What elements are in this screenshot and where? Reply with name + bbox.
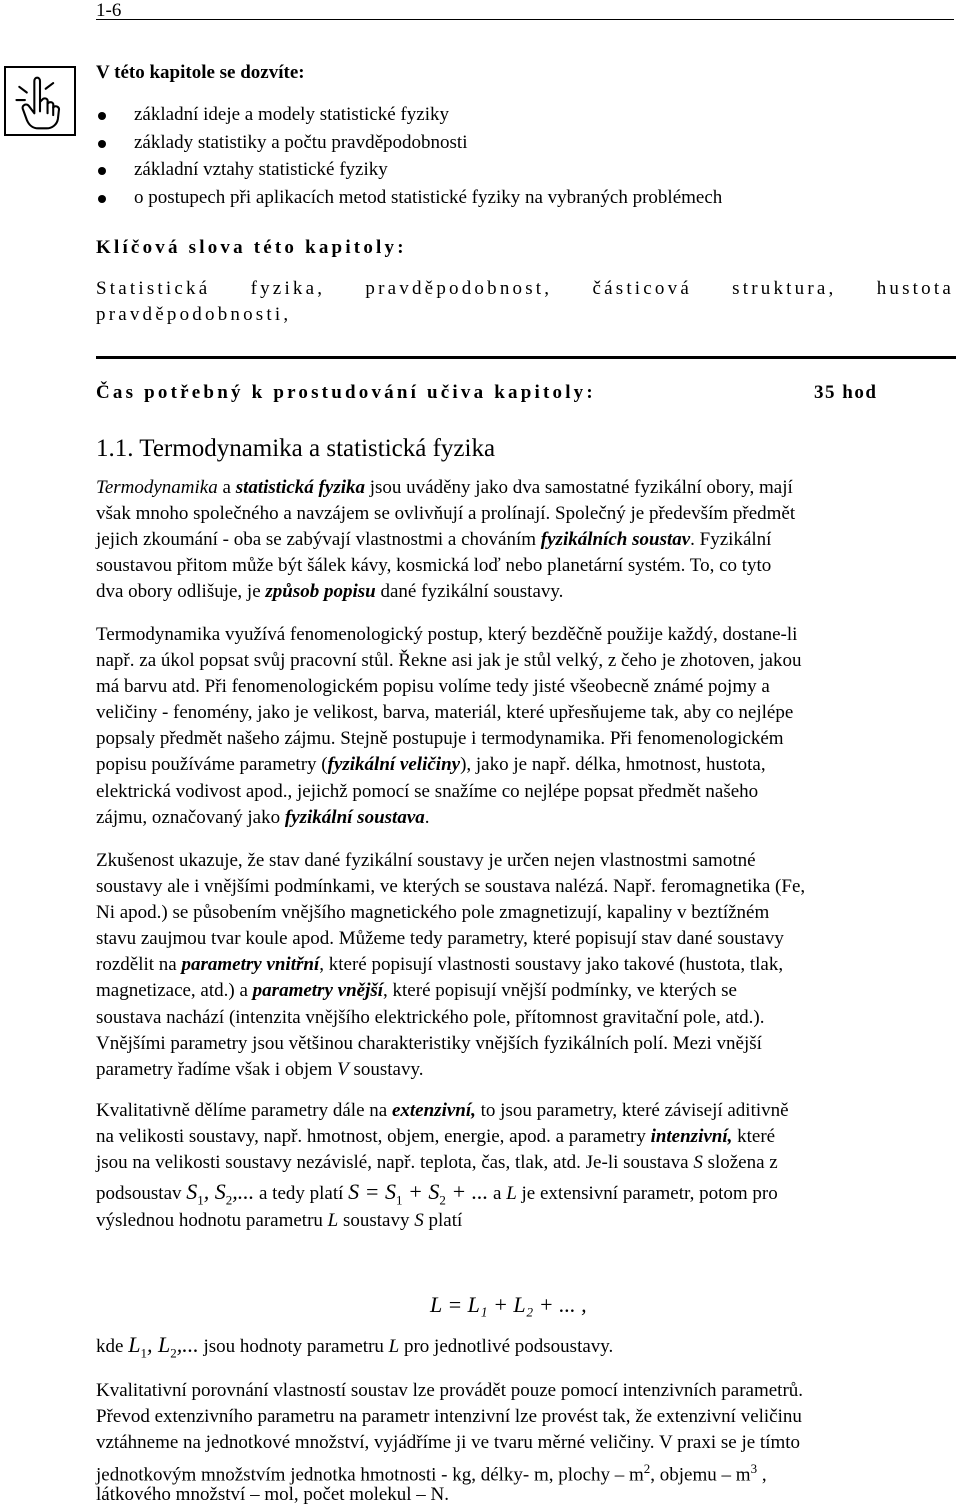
pointing-hand-icon xyxy=(4,66,76,136)
list-item: základní vztahy statistické fyziky xyxy=(96,156,936,184)
paragraph-2: Termodynamika využívá fenomenologický postup, který bezděčně použije každý, dostane-li např. za úkol popsat svůj pracovní stůl. Řekne asi jak je stůl velký, z čeho je zhotoven, jakou má barvu atd. Při fenomenologickém popisu volíme tedy jisté všeobecně známé pojmy a veličiny - fenomény, jako je velikost, barva, materiál, které upřesňujeme tak, aby co nejlépe popsaly předmět našeho zájmu. Stejně postupuje i termodynamika. Při fenomenologickém popisu používáme parametry (fyzikální veličiny), jako je např. délka, hmotnost, hustota, elektrická vodivost apod., jejichž pomocí se snažíme co nejlépe popsat předmět našeho zájmu, označovaný jako fyzikální soustava. xyxy=(96,624,802,828)
bullet-icon xyxy=(98,140,106,148)
page-number: 1-6 xyxy=(96,0,122,21)
study-time xyxy=(96,382,896,408)
section-divider xyxy=(96,356,956,359)
paragraph-5: Kvalitativní porovnání vlastností soustav lze provádět pouze pomocí intenzivních parametrů. Převod extenzivního parametru na parametr intenzivní lze provést tak, že extenzivní veličinu vztáhneme na jednotkové množství, vyjádříme ji ve tvaru měrné veličiny. V praxi se je tímto jednotkovým množstvím jednotka hmotnosti - kg, délky- m, plochy – $m^2$, objemu – $m^3$ , látkového množství – mol, počet molekul – N. xyxy=(96,1380,804,1506)
bullet-icon xyxy=(98,112,106,120)
study-time-label: Čas potřebný k prostudování učiva kapitoly: xyxy=(96,382,596,403)
header-rule xyxy=(96,19,954,20)
list-item: základní ideje a modely statistické fyziky xyxy=(96,101,936,129)
study-time-value: 35 hod xyxy=(814,382,878,403)
paragraph-4: Kvalitativně dělíme parametry dále na extenzivní, to jsou parametry, které závisejí aditivně na velikosti soustavy, např. hmotnost, objem, energie, apod. a parametry intenzivní, které jsou na velikosti soustavy nezávislé, např. teplota, čas, tlak, atd. Je-li soustava S složena z podsoustav $S_1$, $S_2$,... a tedy platí $S = S_1 + S_2$ + ... a L je extensivní parametr, potom pro výslednou hodnotu parametru L soustavy S platí xyxy=(96,1100,789,1232)
equation: L = L₁ + L₂ + ... , xyxy=(430,1292,587,1317)
section-heading: 1.1. Termodynamika a statistická fyzika xyxy=(96,435,496,462)
bullet-icon xyxy=(98,167,106,175)
list-item: o postupech při aplikacích metod statistické fyziky na vybraných problémech xyxy=(96,184,936,212)
keywords-title: Klíčová slova této kapitoly: xyxy=(96,237,407,258)
paragraph-1: Termodynamika a statistická fyzika jsou uváděny jako dva samostatné fyzikální obory, mají však mnoho společného a navzájem se ovlivňují a prolínají. Společný je především předmět jejich zkoumání - oba se zabývají vlastnostmi a chováním fyzikálních soustav. Fyzikální soustavou přitom může být šálek kávy, kosmická loď nebo planetární systém. To, co tyto dva obory odlišuje, je způsob popisu dané fyzikální soustavy. xyxy=(96,477,796,603)
intro-title: V této kapitole se dozvíte: xyxy=(96,62,305,83)
list-item: základy statistiky a počtu pravděpodobnosti xyxy=(96,129,936,157)
bullet-icon xyxy=(98,195,106,203)
keywords-text: Statistická fyzika, pravděpodobnost, částicová struktura, hustota pravděpodobnosti, xyxy=(96,278,954,325)
where-line: kde $L_1$, $L_2$,... jsou hodnoty parametru L pro jednotlivé podsoustavy. xyxy=(96,1332,614,1361)
learning-goals-list xyxy=(96,101,936,211)
paragraph-3: Zkušenost ukazuje, že stav dané fyzikální soustavy je určen nejen vlastnostmi samotné soustavy ale i vnějšími podmínkami, ve kterých se soustava nalézá. Např. feromagnetika (Fe, Ni apod.) se působením vnějšího magnetického pole zmagnetizují, kapaliny v beztížném stavu zaujmou tvar koule apod. Můžeme tedy parametry, které popisují stav dané soustavy rozdělit na parametry vnitřní, které popisují vlastnosti soustavy jako takové (hustota, tlak, magnetizace, atd.) a parametry vnější, které popisují vnější podmínky, ve kterých se soustava nachází (intenzita vnějšího elektrického pole, přítomnost gravitační pole, atd.). Vnějšími parametry jsou většinou charakteristiky vnějších fyzikálních polí. Mezi vnější parametry řadíme však i objem V soustavy. xyxy=(96,850,806,1080)
